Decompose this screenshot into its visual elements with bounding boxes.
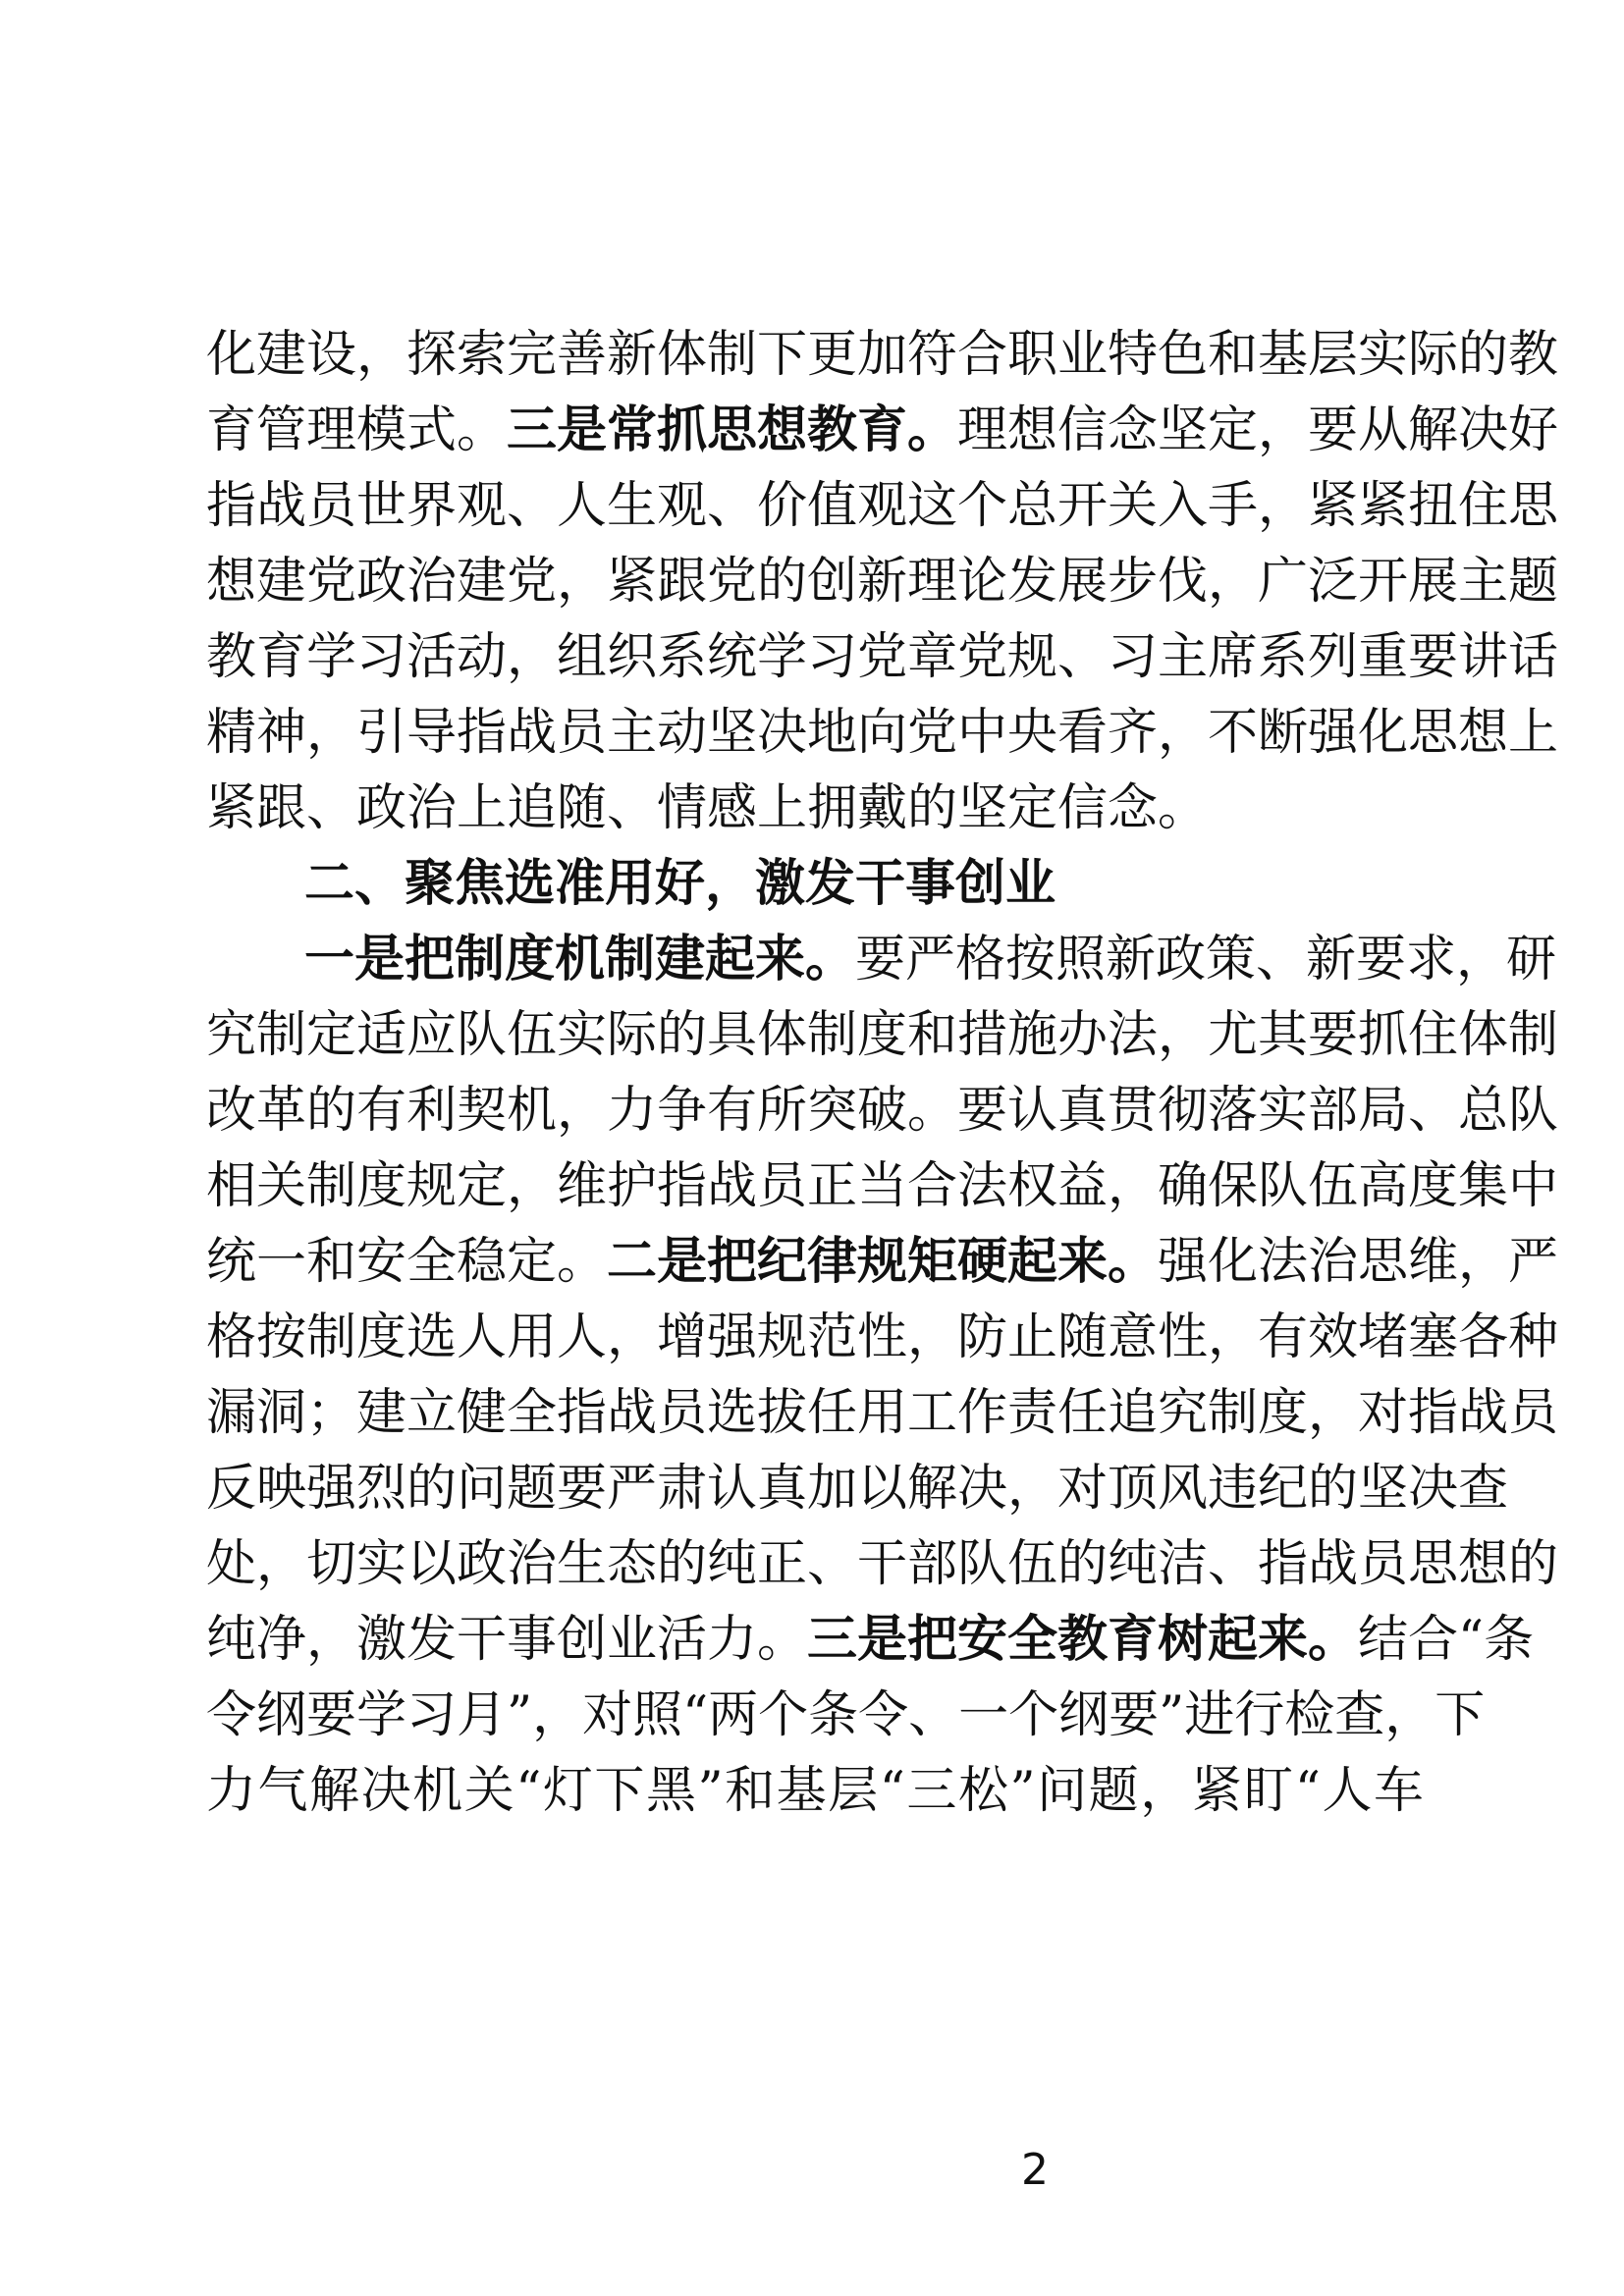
text-run: 结合“条 bbox=[1358, 1611, 1535, 1669]
text-run: 处，切实以政治生态的纯正、干部队伍的纯洁、指战员思想的 bbox=[206, 1535, 1559, 1593]
text-line bbox=[206, 544, 1559, 619]
text-run: 育管理模式。 bbox=[206, 401, 508, 459]
text-run: 理想信念坚定，要从解决好 bbox=[957, 401, 1559, 459]
text-run: 相关制度规定，维护指战员正当合法权益，确保队伍高度集中 bbox=[206, 1157, 1559, 1215]
text-line bbox=[206, 393, 1559, 468]
text-run: 强化法治思维，严 bbox=[1158, 1233, 1559, 1291]
text-line bbox=[206, 1602, 1535, 1678]
text-line bbox=[304, 922, 1557, 997]
bold-phrase: 一是把制度机制建起来。 bbox=[304, 930, 856, 988]
text-run: 教育学习活动，组织系统学习党章党规、习主席系列重要讲话 bbox=[206, 628, 1559, 686]
text-run: 指战员世界观、人生观、价值观这个总开关入手，紧紧扭住思 bbox=[206, 477, 1559, 535]
text-line bbox=[206, 1526, 1559, 1602]
text-run: 格按制度选人用人，增强规范性，防止随意性，有效堵塞各种 bbox=[206, 1308, 1559, 1366]
text-line bbox=[206, 997, 1559, 1073]
bold-phrase: 二、聚焦选准用好，激发干事创业 bbox=[304, 854, 1056, 913]
text-run: 统一和安全稳定。 bbox=[206, 1233, 608, 1291]
section-heading bbox=[304, 846, 1424, 922]
text-line bbox=[206, 695, 1559, 771]
bold-phrase: 三是常抓思想教育。 bbox=[507, 400, 958, 459]
text-line bbox=[206, 1224, 1559, 1300]
text-line bbox=[206, 771, 1424, 846]
text-run: 令纲要学习月”，对照“两个条令、一个纲要”进行检查，下 bbox=[206, 1686, 1486, 1744]
text-run: 究制定适应队伍实际的具体制度和措施办法，尤其要抓住体制 bbox=[206, 1006, 1559, 1064]
text-line bbox=[206, 1073, 1559, 1148]
text-line bbox=[206, 317, 1559, 393]
text-run: 想建党政治建党，紧跟党的创新理论发展步伐，广泛开展主题 bbox=[206, 553, 1559, 611]
bold-phrase: 二是把纪律规矩硬起来。 bbox=[607, 1232, 1159, 1291]
text-run: 漏洞；建立健全指战员选拔任用工作责任追究制度，对指战员 bbox=[206, 1384, 1559, 1442]
text-run: 要严格按照新政策、新要求，研 bbox=[855, 931, 1557, 988]
text-run: 纯净，激发干事创业活力。 bbox=[206, 1611, 808, 1669]
text-line bbox=[206, 1148, 1559, 1224]
text-line bbox=[206, 1300, 1559, 1375]
text-run: 力气解决机关“灯下黑”和基层“三松”问题，紧盯“人车 bbox=[206, 1762, 1424, 1820]
text-run: 紧跟、政治上追随、情感上拥戴的坚定信念。 bbox=[206, 779, 1209, 837]
text-run: 反映强烈的问题要严肃认真加以解决，对顶风违纪的坚决查 bbox=[206, 1460, 1509, 1518]
text-run: 化建设，探索完善新体制下更加符合职业特色和基层实际的教 bbox=[206, 326, 1559, 384]
text-line bbox=[206, 619, 1559, 695]
text-line bbox=[206, 1375, 1559, 1451]
text-line bbox=[206, 1451, 1509, 1526]
text-line bbox=[206, 1678, 1486, 1753]
text-run: 精神，引导指战员主动坚决地向党中央看齐，不断强化思想上 bbox=[206, 704, 1559, 762]
text-line bbox=[206, 1753, 1424, 1829]
bold-phrase: 三是把安全教育树起来。 bbox=[807, 1610, 1359, 1669]
text-line bbox=[206, 468, 1559, 544]
page-number: 2 bbox=[1021, 2145, 1049, 2195]
text-run: 改革的有利契机，力争有所突破。要认真贯彻落实部局、总队 bbox=[206, 1082, 1559, 1140]
